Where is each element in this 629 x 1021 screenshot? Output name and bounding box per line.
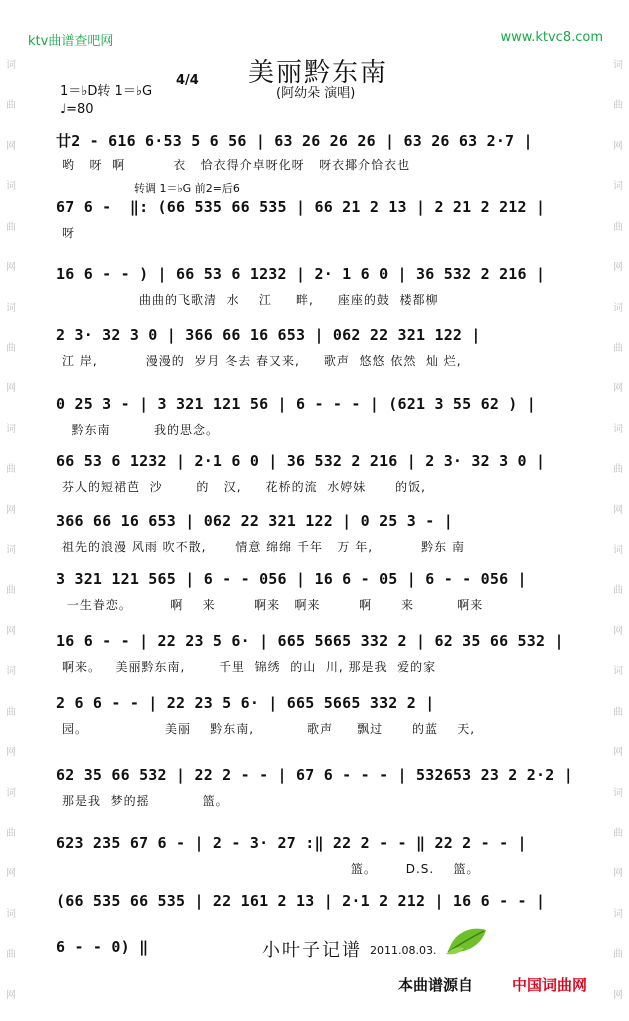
watermark-char: 曲 [613, 221, 623, 233]
lyric-line: 祖先的浪漫 风雨 吹不散, 情意 绵绵 千年 万 年, 黔东 南 [62, 540, 465, 554]
watermark-char: 网 [613, 262, 623, 274]
watermark-char: 网 [613, 625, 623, 637]
watermark-char: 曲 [6, 949, 16, 961]
lyric-line: 那是我 梦的摇 篮。 [62, 794, 229, 808]
watermark-char: 曲 [6, 464, 16, 476]
modulation-note: 转调 1＝♭G 前2=后6 [134, 182, 240, 195]
score-line: 16 6 - - | 22 23 5 6· | 665 5665 332 2 | 62 35 66 532 | [56, 632, 564, 650]
watermark-char: 词 [613, 787, 623, 799]
watermark-char: 词 [6, 545, 16, 557]
lyric-line: 哟 呀 啊 衣 恰衣得介卓呀化呀 呀衣揶介恰衣也 [62, 158, 411, 172]
watermark-char: 曲 [6, 706, 16, 718]
watermark-char: 网 [613, 383, 623, 395]
left-watermark-column [4, 60, 18, 1001]
watermark-char: 词 [6, 423, 16, 435]
source-label: 本曲谱源自 [398, 976, 474, 994]
page-title: 美丽黔东南 [248, 58, 389, 88]
watermark-char: 网 [613, 989, 623, 1001]
watermark-char: 词 [6, 787, 16, 799]
lyric-line: 黔东南 我的思念。 [62, 423, 219, 437]
watermark-char: 曲 [6, 221, 16, 233]
transcriber-signature: 小叶子记谱 [262, 940, 362, 961]
watermark-char: 曲 [613, 828, 623, 840]
score-line: 2 3· 32 3 0 | 366 66 16 653 | 062 22 321 122 | [56, 326, 481, 344]
score-line: 66 53 6 1232 | 2·1 6 0 | 36 532 2 216 | 2 3· 32 3 0 | [56, 452, 546, 470]
watermark-char: 词 [613, 545, 623, 557]
watermark-char: 词 [613, 666, 623, 678]
score-line: 2 6 6 - - | 22 23 5 6· | 665 5665 332 2 | [56, 694, 435, 712]
score-line: 623 235 67 6 - | 2 - 3· 27 :‖ 22 2 - - ‖ 22 2 - - | [56, 834, 527, 852]
site-name-left[interactable]: ktv曲谱查吧网 [28, 34, 114, 49]
time-signature: 4/4 [176, 73, 199, 88]
watermark-char: 曲 [6, 342, 16, 354]
watermark-char: 曲 [613, 585, 623, 597]
watermark-char: 词 [6, 181, 16, 193]
watermark-char: 词 [613, 60, 623, 71]
watermark-char: 词 [613, 302, 623, 314]
score-line: (66 535 66 535 | 22 161 2 13 | 2·1 2 212 | 16 6 - - | [56, 892, 546, 910]
singer-credit: (阿幼朵 演唱) [276, 86, 356, 101]
watermark-char: 词 [6, 666, 16, 678]
lyric-line: 芬人的短裙芭 沙 的 汉, 花桥的流 水婷妹 的饭, [62, 480, 426, 494]
watermark-char: 词 [6, 908, 16, 920]
tempo-mark: ♩=80 [60, 102, 94, 117]
watermark-char: 网 [613, 140, 623, 152]
leaf-icon [444, 924, 490, 956]
watermark-char: 网 [6, 383, 16, 395]
right-watermark-column [611, 60, 625, 1001]
watermark-char: 网 [6, 625, 16, 637]
watermark-char: 网 [613, 504, 623, 516]
watermark-char: 网 [6, 140, 16, 152]
lyric-line: 曲曲的飞歌清 水 江 畔, 座座的鼓 楼都柳 [62, 293, 439, 307]
watermark-char: 词 [613, 908, 623, 920]
watermark-char: 词 [6, 302, 16, 314]
watermark-char: 网 [6, 504, 16, 516]
score-line: 62 35 66 532 | 22 2 - - | 67 6 - - - | 532653 23 2 2·2 | [56, 766, 573, 784]
lyric-line: 江 岸, 漫漫的 岁月 冬去 春又来, 歌声 悠悠 依然 灿 烂, [62, 354, 462, 368]
source-site-name[interactable]: 中国词曲网 [512, 976, 588, 994]
score-line: 366 66 16 653 | 062 22 321 122 | 0 25 3 - | [56, 512, 453, 530]
watermark-char: 曲 [613, 100, 623, 112]
key-signature: 1＝♭D转 1＝♭G [60, 84, 153, 99]
lyric-line: 啊来。 美丽黔东南, 千里 锦绣 的山 川, 那是我 爱的家 [62, 660, 437, 674]
watermark-char: 曲 [613, 949, 623, 961]
score-line: 0 25 3 - | 3 321 121 56 | 6 - - - | (621 3 55 62 ) | [56, 395, 536, 413]
watermark-char: 网 [613, 747, 623, 759]
transcription-date: 2011.08.03. [370, 944, 437, 957]
lyric-line: 一生眷恋。 啊 来 啊来 啊来 啊 来 啊来 [62, 598, 484, 612]
score-line: 67 6 - ‖: (66 535 66 535 | 66 21 2 13 | 2 21 2 212 | [56, 198, 546, 216]
lyric-line: 篮。 D.S. 篮。 [62, 862, 480, 876]
watermark-char: 词 [6, 60, 16, 71]
watermark-char: 网 [613, 868, 623, 880]
watermark-char: 曲 [613, 464, 623, 476]
watermark-char: 网 [6, 868, 16, 880]
watermark-char: 曲 [6, 100, 16, 112]
watermark-char: 词 [613, 181, 623, 193]
watermark-char: 曲 [613, 706, 623, 718]
watermark-char: 曲 [6, 828, 16, 840]
score-line: 16 6 - - ) | 66 53 6 1232 | 2· 1 6 0 | 36 532 2 216 | [56, 265, 546, 283]
score-line: 6 - - 0) ‖ [56, 938, 149, 956]
watermark-char: 网 [6, 747, 16, 759]
score-line: 3 321 121 565 | 6 - - 056 | 16 6 - 05 | 6 - - 056 | [56, 570, 527, 588]
watermark-char: 网 [6, 262, 16, 274]
watermark-char: 曲 [6, 585, 16, 597]
lyric-line: 呀 [62, 226, 76, 240]
lyric-line: 园。 美丽 黔东南, 歌声 飘过 的蓝 天, [62, 722, 476, 736]
watermark-char: 曲 [613, 342, 623, 354]
score-line: 廿2 - 616 6·53 5 6 56 | 63 26 26 26 | 63 26 63 2·7 | [56, 132, 533, 150]
site-url-right[interactable]: www.ktvc8.com [500, 30, 603, 45]
watermark-char: 词 [613, 423, 623, 435]
watermark-char: 网 [6, 989, 16, 1001]
